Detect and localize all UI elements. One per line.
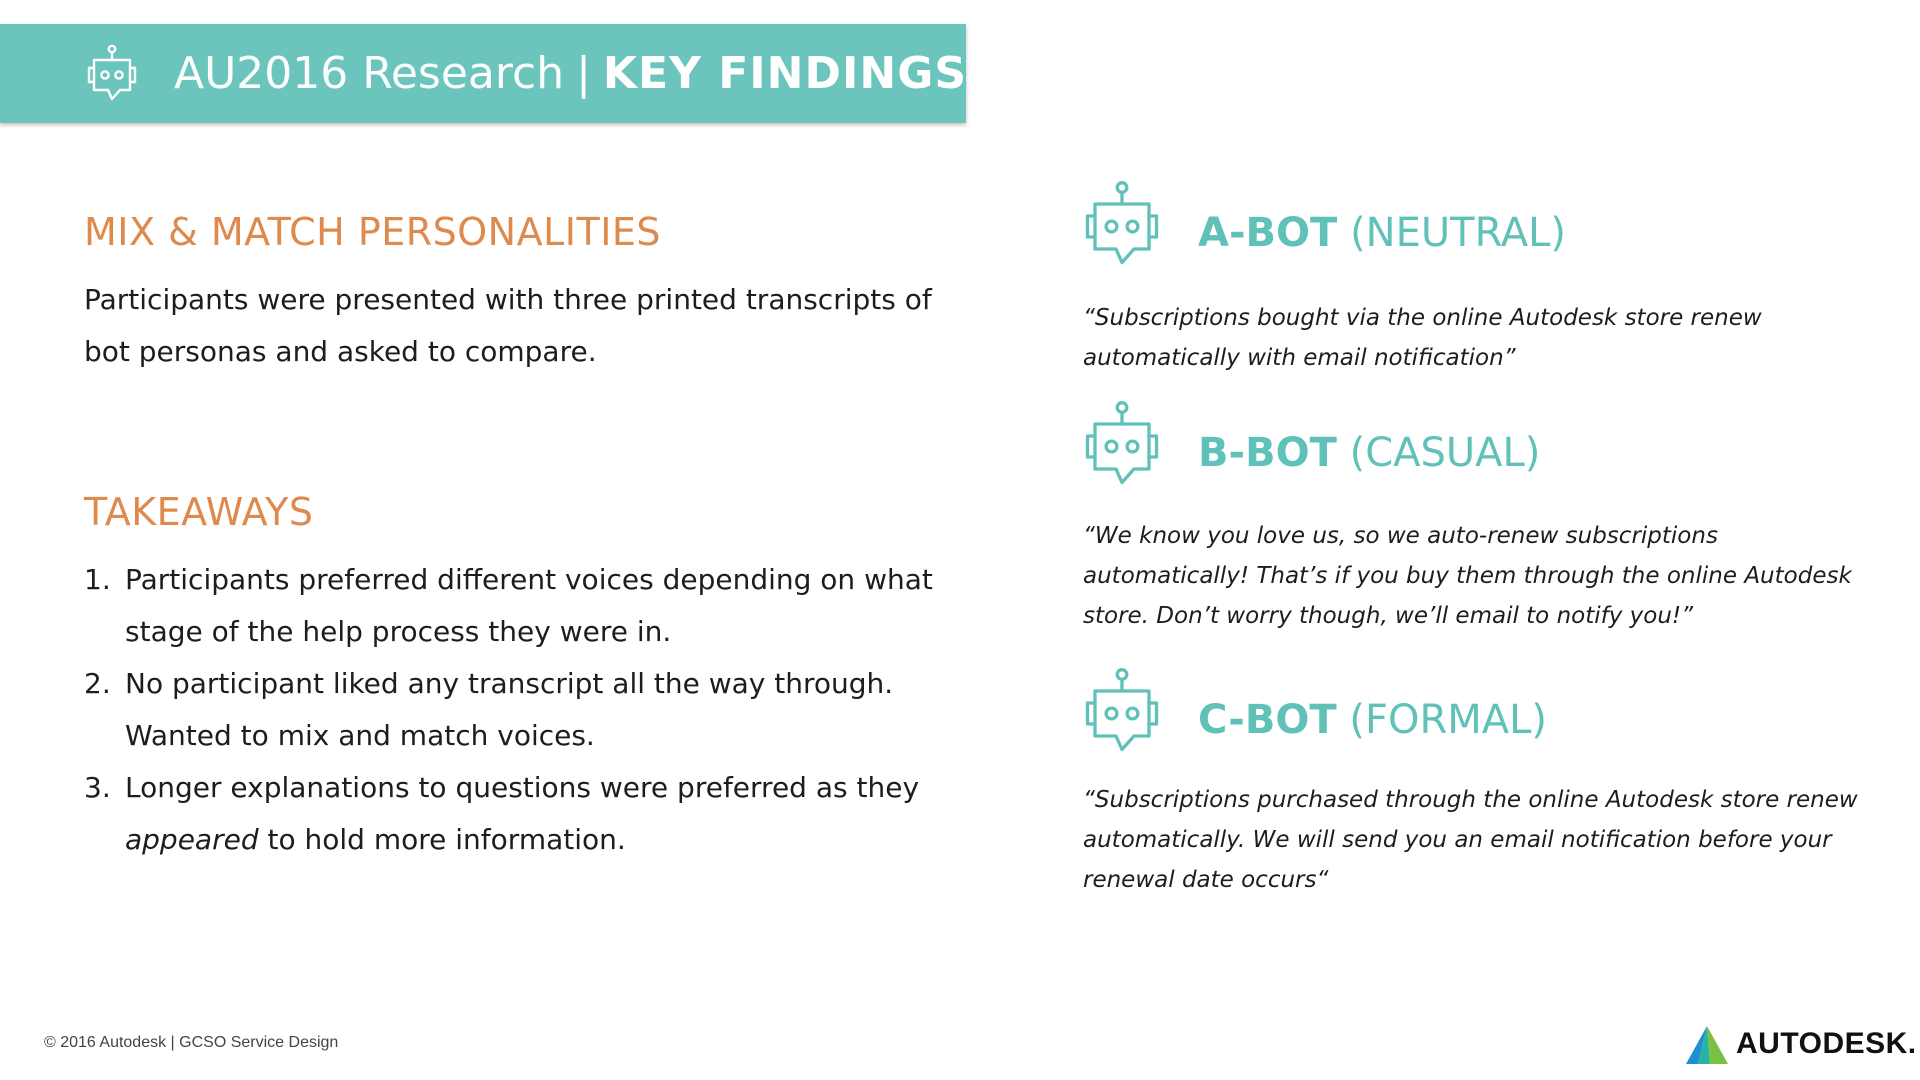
takeaway-text: Participants preferred different voices depending on what stage of the help process they were in. bbox=[125, 563, 933, 648]
logo-text: AUTODESK. bbox=[1736, 1027, 1917, 1060]
bot-quote-a: “Subscriptions bought via the online Autodesk store renew automatically with email notification” bbox=[1083, 305, 1762, 371]
takeaway-text-after: to hold more information. bbox=[258, 823, 626, 856]
autodesk-logo-icon bbox=[1686, 1026, 1728, 1064]
mix-match-heading: MIX & MATCH PERSONALITIES bbox=[84, 210, 662, 254]
bot-tone: (FORMAL) bbox=[1349, 697, 1548, 743]
bot-tone: (CASUAL) bbox=[1349, 430, 1541, 476]
bot-name: A-BOT bbox=[1198, 210, 1338, 256]
takeaway-item bbox=[84, 554, 964, 658]
takeaway-emphasis: appeared bbox=[125, 823, 259, 856]
robot-chat-icon bbox=[1074, 667, 1170, 763]
takeaway-text: Longer explanations to questions were preferred as they bbox=[125, 771, 920, 804]
bot-title-b bbox=[1198, 430, 1540, 476]
robot-chat-icon bbox=[1074, 400, 1170, 496]
bot-name: C-BOT bbox=[1198, 697, 1337, 743]
title-light: AU2016 Research bbox=[174, 48, 565, 99]
bot-quote-b: “We know you love us, so we auto-renew subscriptions automatically! That’s if you buy them through the online Autodesk store. Don’t worry though, we’ll email to notify you!” bbox=[1083, 523, 1852, 629]
takeaway-number: 1. bbox=[84, 563, 111, 596]
title-separator: | bbox=[576, 48, 591, 99]
robot-chat-icon bbox=[1074, 180, 1170, 276]
bot-title-c bbox=[1198, 697, 1547, 743]
page-title bbox=[174, 24, 967, 123]
robot-chat-icon bbox=[80, 44, 144, 108]
footer-copyright: © 2016 Autodesk | GCSO Service Design bbox=[44, 1034, 339, 1051]
takeaways-heading: TAKEAWAYS bbox=[84, 490, 314, 534]
takeaways-list bbox=[84, 554, 964, 866]
bot-name: B-BOT bbox=[1198, 430, 1337, 476]
bot-tone: (NEUTRAL) bbox=[1350, 210, 1566, 256]
bot-title-a bbox=[1198, 210, 1566, 256]
takeaway-item bbox=[84, 762, 964, 866]
mix-match-body: Participants were presented with three printed transcripts of bot personas and asked to compare. bbox=[84, 283, 932, 368]
title-strong: KEY FINDINGS bbox=[602, 48, 968, 99]
takeaway-text: No participant liked any transcript all the way through. Wanted to mix and match voices. bbox=[125, 667, 894, 752]
takeaway-number: 2. bbox=[84, 667, 111, 700]
bot-quote-c: “Subscriptions purchased through the online Autodesk store renew automatically. We will send you an email notification before your renewal date occurs“ bbox=[1083, 787, 1858, 893]
takeaway-item bbox=[84, 658, 964, 762]
takeaway-number: 3. bbox=[84, 771, 111, 804]
header-banner bbox=[0, 24, 966, 123]
